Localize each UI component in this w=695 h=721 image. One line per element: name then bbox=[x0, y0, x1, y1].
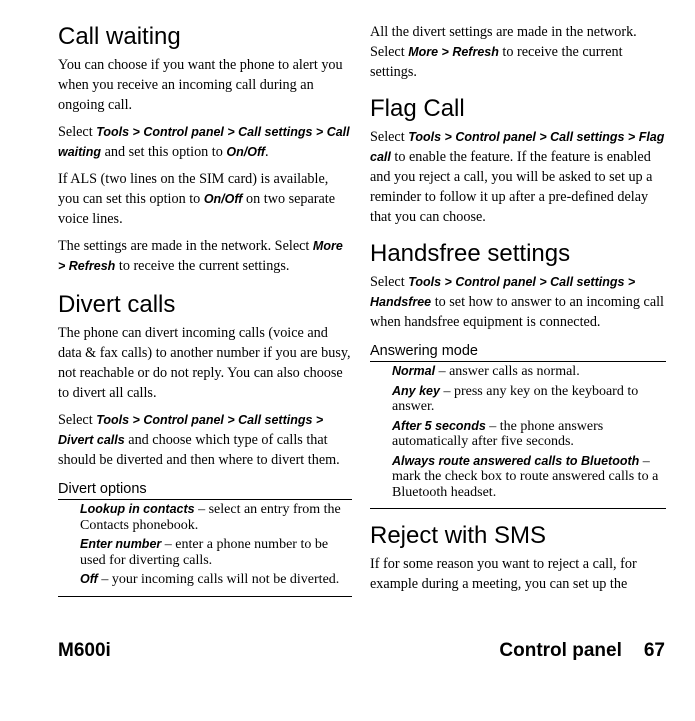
list-item: Off – your incoming calls will not be diverted. bbox=[80, 572, 340, 587]
left-column bbox=[58, 22, 352, 597]
divert-calls-instructions: Select Tools > Control panel > Call settings > Divert calls and choose which type of calls that should be diverted and then where to divert them. bbox=[58, 412, 340, 468]
option-value: On/Off bbox=[203, 192, 243, 206]
list-item: Lookup in contacts – select an entry from the Contacts phonebook. bbox=[80, 502, 341, 533]
divert-continued: All the divert settings are made in the network. Select More > Refresh to receive the current settings. bbox=[370, 24, 637, 80]
call-waiting-intro: You can choose if you want the phone to alert you when you receive an incoming call during an ongoing call. bbox=[58, 57, 343, 113]
answering-mode-heading: Answering mode bbox=[370, 342, 666, 362]
handsfree-heading: Handsfree settings bbox=[370, 240, 571, 267]
reject-sms-heading: Reject with SMS bbox=[370, 522, 547, 549]
menu-path: More > Refresh bbox=[58, 239, 343, 273]
handsfree-text: Select Tools > Control panel > Call settings > Handsfree to set how to answer to an incoming call when handsfree equipment is connected. bbox=[370, 274, 665, 330]
menu-path: Tools > Control panel > Call settings > Flag call bbox=[370, 130, 665, 164]
list-item: After 5 seconds – the phone answers automatically after five seconds. bbox=[392, 418, 604, 449]
list-item: Normal – answer calls as normal. bbox=[392, 364, 580, 379]
menu-path: More > Refresh bbox=[408, 45, 499, 59]
page-number: 67 bbox=[643, 640, 665, 661]
call-waiting-als-note: If ALS (two lines on the SIM card) is available, you can set this option to On/Off on two separate voice lines. bbox=[58, 171, 336, 227]
menu-path: Tools > Control panel > Call settings > Call waiting bbox=[58, 125, 350, 159]
menu-path: Tools > Control panel > Call settings > Divert calls bbox=[58, 413, 324, 447]
divert-options-list bbox=[58, 500, 352, 597]
divert-calls-intro: The phone can divert incoming calls (voice and data & fax calls) to another number if you are busy, not reachable or do not reply. You can also choose to divert all calls. bbox=[58, 325, 351, 401]
divert-calls-heading: Divert calls bbox=[58, 291, 176, 318]
list-item: Any key – press any key on the keyboard to answer. bbox=[392, 383, 639, 414]
right-column bbox=[370, 22, 666, 601]
footer-section-title: Control panel bbox=[499, 640, 622, 661]
menu-path: Tools > Control panel > Call settings > Handsfree bbox=[370, 275, 636, 309]
call-waiting-network-note: The settings are made in the network. Select More > Refresh to receive the current settings. bbox=[58, 238, 343, 274]
flag-call-text: Select Tools > Control panel > Call settings > Flag call to enable the feature. If the feature is enabled and you reject a call, you will be asked to set up a reminder to follow it up after a pre-defined delay that you can choose. bbox=[370, 129, 665, 225]
flag-call-heading: Flag Call bbox=[370, 95, 465, 122]
answering-mode-list bbox=[370, 362, 666, 509]
list-item: Enter number – enter a phone number to be used for diverting calls. bbox=[80, 537, 329, 568]
list-item: Always route answered calls to Bluetooth – mark the check box to route answered calls to a Bluetooth headset. bbox=[392, 453, 659, 500]
divert-options-heading: Divert options bbox=[58, 480, 352, 500]
footer-section bbox=[499, 640, 665, 662]
option-value: On/Off bbox=[226, 145, 266, 159]
call-waiting-heading: Call waiting bbox=[58, 23, 181, 50]
footer-model: M600i bbox=[58, 640, 111, 661]
reject-sms-text: If for some reason you want to reject a call, for example during a meeting, you can set up the bbox=[370, 556, 637, 592]
call-waiting-instructions: Select Tools > Control panel > Call settings > Call waiting and set this option to On/Off. bbox=[58, 124, 350, 160]
